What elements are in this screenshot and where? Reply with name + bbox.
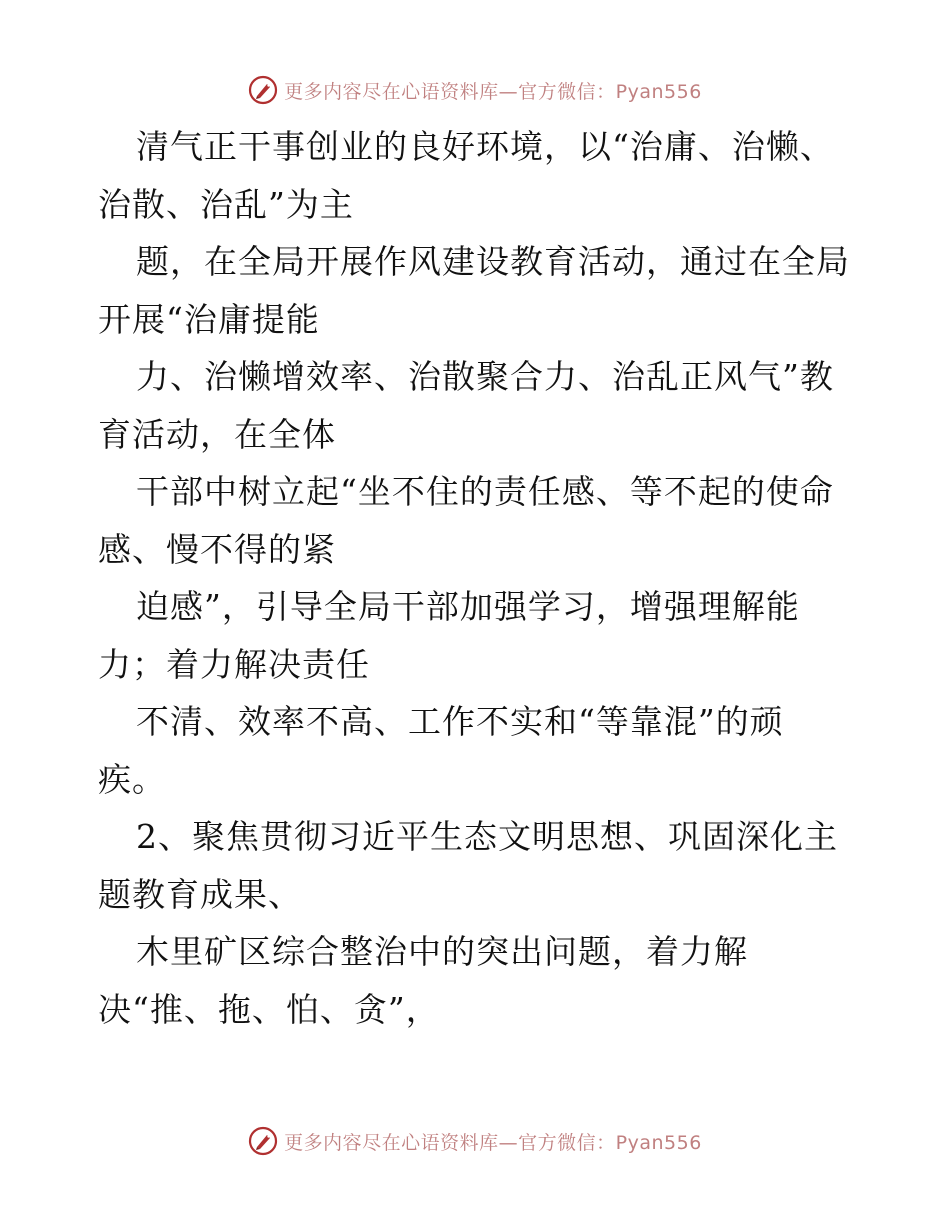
header-watermark [0, 70, 950, 110]
body-line: 开展“治庸提能 [98, 299, 320, 339]
pen-nib-seal-icon [248, 75, 278, 105]
body-line: 育活动，在全体 [98, 414, 336, 454]
body-line: 力、治懒增效率、治散聚合力、治乱正风气”教 [136, 357, 834, 396]
body-line: 迫感”，引导全局干部加强学习，增强理解能 [136, 587, 800, 626]
body-line: 疾。 [98, 759, 166, 799]
document-body [98, 118, 858, 1038]
footer-watermark [0, 1121, 950, 1161]
body-line: 感、慢不得的紧 [98, 529, 336, 569]
body-line: 题，在全局开展作风建设教育活动，通过在全局 [136, 242, 850, 281]
body-line: 干部中树立起“坐不住的责任感、等不起的使命 [136, 472, 834, 511]
body-line: 不清、效率不高、工作不实和“等靠混”的顽 [136, 702, 784, 741]
body-line: 决“推、拖、怕、贪”， [98, 989, 440, 1029]
body-line: 力；着力解决责任 [98, 644, 370, 684]
body-line: 2、聚焦贯彻习近平生态文明思想、巩固深化主 [136, 817, 838, 856]
pen-nib-seal-icon [248, 1126, 278, 1156]
watermark-text: 更多内容尽在心语资料库—官方微信：Pyan556 [284, 1131, 702, 1154]
body-line: 题教育成果、 [98, 874, 302, 914]
watermark-text: 更多内容尽在心语资料库—官方微信：Pyan556 [284, 80, 702, 103]
body-line: 清气正干事创业的良好环境，以“治庸、治懒、 [136, 127, 834, 166]
body-line: 木里矿区综合整治中的突出问题，着力解 [136, 932, 748, 971]
body-line: 治散、治乱”为主 [98, 184, 354, 224]
